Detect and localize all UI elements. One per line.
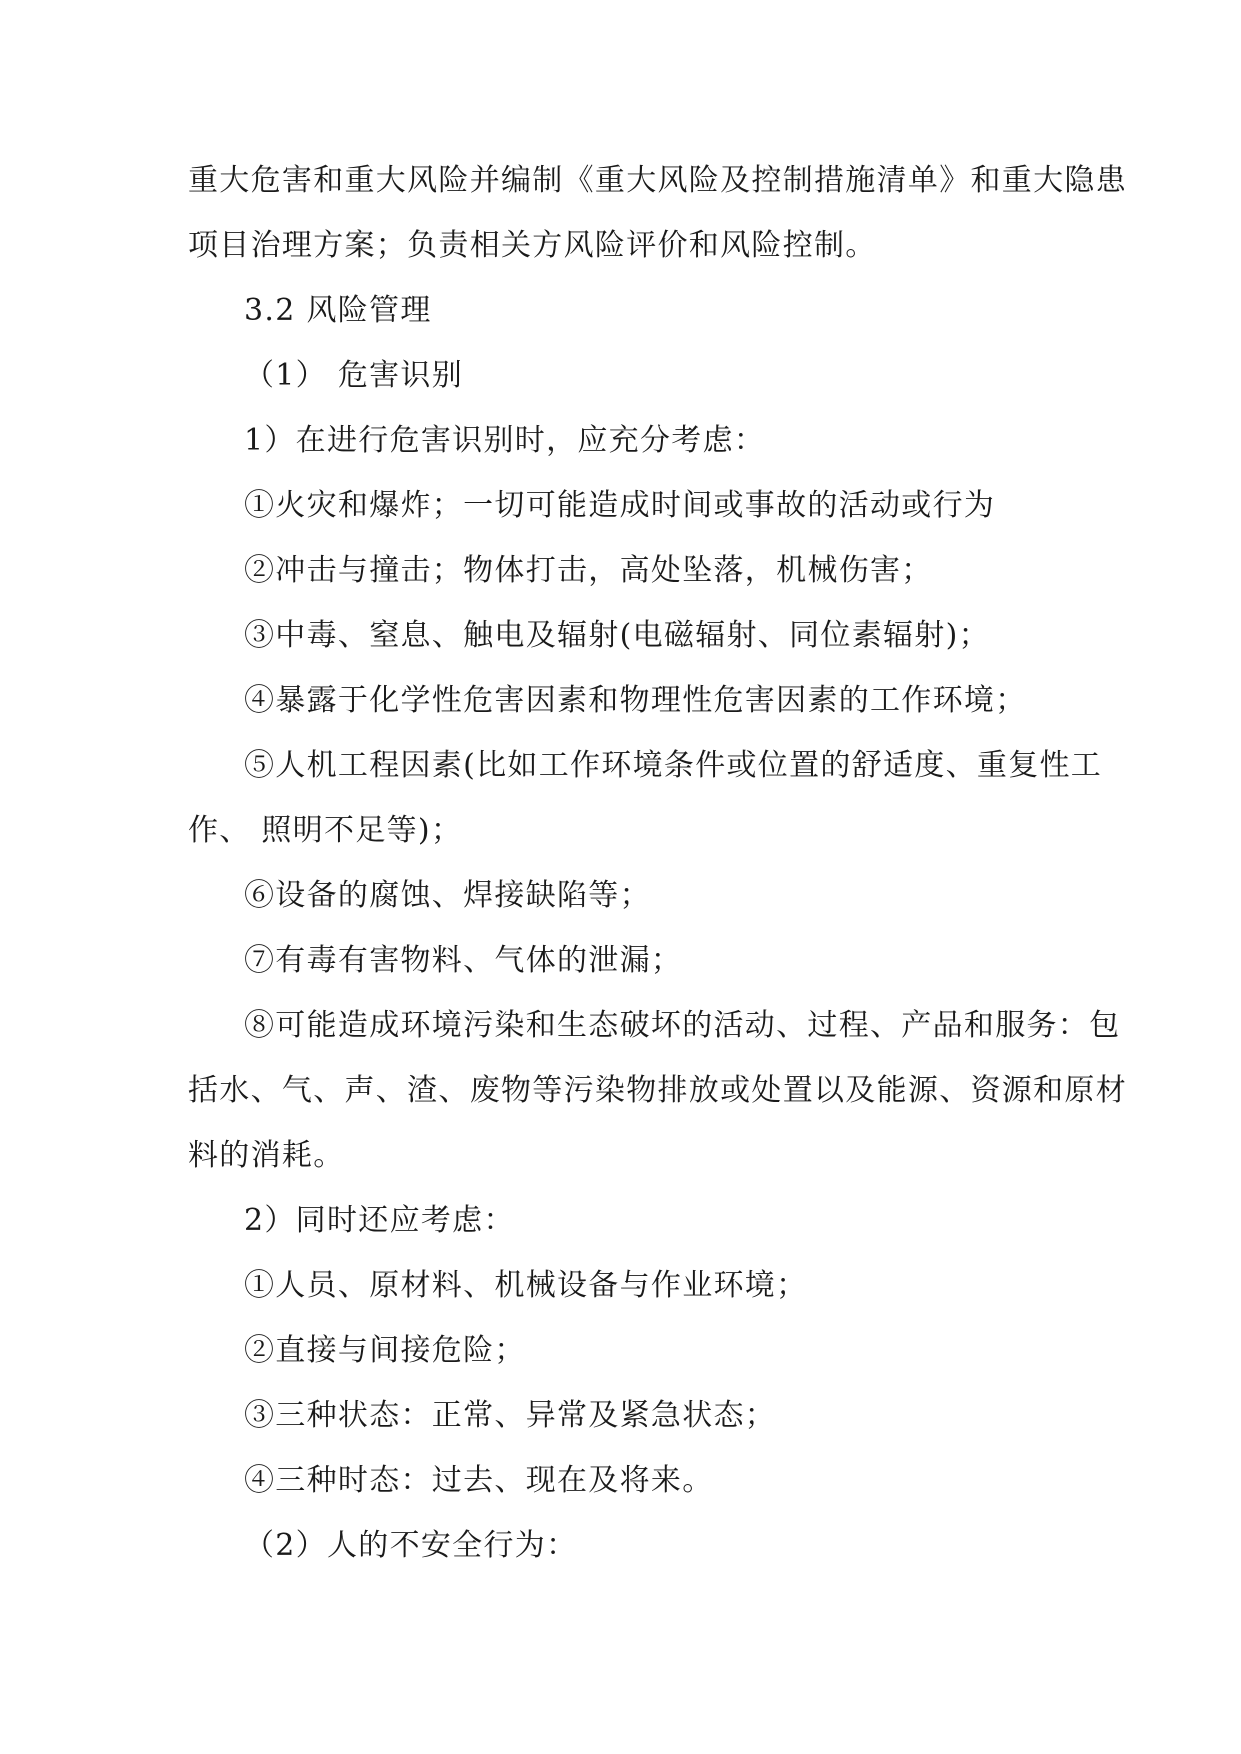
section-heading: 3.2 风险管理 bbox=[244, 293, 432, 328]
list-item: ④三种时态：过去、现在及将来。 bbox=[244, 1463, 714, 1498]
paragraph-line: 2）同时还应考虑： bbox=[244, 1203, 515, 1238]
paragraph-line: 项目治理方案；负责相关方风险评价和风险控制。 bbox=[188, 228, 877, 263]
list-item: ⑦有毒有害物料、气体的泄漏； bbox=[244, 943, 683, 978]
list-item: ⑧可能造成环境污染和生态破坏的活动、过程、产品和服务：包 bbox=[244, 1008, 1121, 1043]
subsection-heading: （2）人的不安全行为： bbox=[244, 1528, 578, 1563]
paragraph-line: 重大危害和重大风险并编制《重大风险及控制措施清单》和重大隐患 bbox=[188, 163, 1127, 198]
list-item: ②直接与间接危险； bbox=[244, 1333, 526, 1368]
list-item: ⑤人机工程因素(比如工作环境条件或位置的舒适度、重复性工 bbox=[244, 748, 1103, 783]
list-item: ②冲击与撞击；物体打击，高处坠落，机械伤害； bbox=[244, 553, 933, 588]
list-item: ④暴露于化学性危害因素和物理性危害因素的工作环境； bbox=[244, 683, 1027, 718]
list-item: ③三种状态：正常、异常及紧急状态； bbox=[244, 1398, 777, 1433]
document-body bbox=[188, 158, 1127, 1588]
list-item: ③中毒、窒息、触电及辐射(电磁辐射、同位素辐射)； bbox=[244, 618, 990, 653]
list-item: ①火灾和爆炸；一切可能造成时间或事故的活动或行为 bbox=[244, 488, 996, 523]
list-item-continuation: 括水、气、声、渣、废物等污染物排放或处置以及能源、资源和原材 bbox=[188, 1073, 1127, 1108]
subsection-heading: （1） 危害识别 bbox=[244, 358, 464, 393]
list-item: ⑥设备的腐蚀、焊接缺陷等； bbox=[244, 878, 651, 913]
list-item-continuation: 作、 照明不足等)； bbox=[188, 813, 463, 848]
paragraph-line: 1）在进行危害识别时，应充分考虑： bbox=[244, 423, 766, 458]
list-item: ①人员、原材料、机械设备与作业环境； bbox=[244, 1268, 808, 1303]
list-item-continuation: 料的消耗。 bbox=[188, 1138, 345, 1173]
